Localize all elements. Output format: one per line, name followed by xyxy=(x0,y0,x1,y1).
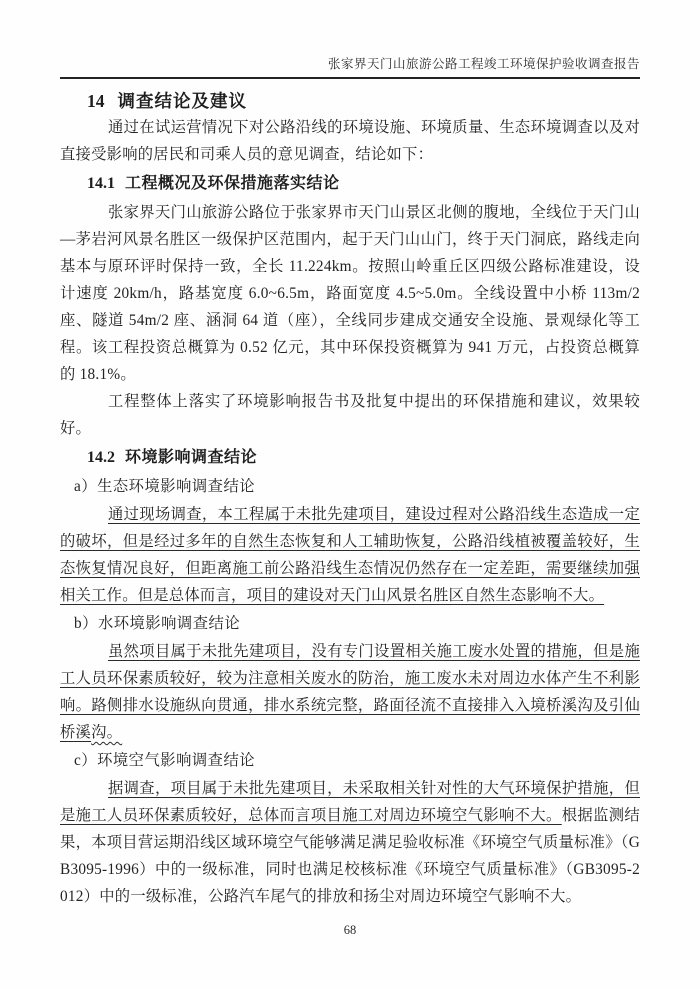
running-header-title: 张家界天门山旅游公路工程竣工环境保护验收调查报告 xyxy=(327,57,640,71)
section-number: 14.2 xyxy=(87,449,115,466)
underlined-text-segment: 虽然项目属于未批先建项目，没有专门设置相关施工废水处置的措施，但是施工人员环保素质较好，较为注意相关废水的防治，施工废水未对周边水体产生不利影响。路侧排水设施纵向贯通，排水系统完整，路面径流不直接排入入境桥溪沟及引仙桥溪 xyxy=(60,643,640,741)
section-heading-14.2 xyxy=(60,445,640,471)
text-segment: 通过在试运营情况下对公路沿线的环境设施、环境质量、生态环境调查以及对直接受影响的居民和司乘人员的意见调查，结论如下： xyxy=(60,119,640,163)
list-item-heading: c）环境空气影响调查结论 xyxy=(74,752,256,769)
underlined-text-segment: 通过现场调查，本工程属于未批先建项目，建设过程对公路沿线生态造成一定的破坏，但是经过多年的自然生态恢复和人工辅助恢复，公路沿线植被覆盖较好，生态恢复情况良好，但距离施工前公路沿线生态情况仍然存在一定差距，需要继续加强相关工作。但是总体而言，项目的建设对天门山风景名胜区自然生态影响不大。 xyxy=(60,506,640,604)
body-paragraph xyxy=(60,501,640,609)
section-number: 14.1 xyxy=(87,175,115,192)
body-paragraph xyxy=(60,199,640,388)
section-heading-14.1 xyxy=(60,171,640,197)
running-header xyxy=(60,0,640,79)
list-item-heading: b）水环境影响调查结论 xyxy=(74,615,241,632)
section-heading-14 xyxy=(60,88,640,114)
page-number: 68 xyxy=(343,923,357,937)
body-paragraph xyxy=(60,114,640,168)
body-paragraph xyxy=(60,638,640,746)
text-segment: 根据监测结果，本项目营运期沿线区域环境空气能够满足满足验收标准《环境空气质量标准》（GB3095-1996）中的一级标准，同时也满足校核标准《环境空气质量标准》（GB3095-2012）中的一级标准，公路汽车尾气的排放和扬尘对周边环境空气影响不大。 xyxy=(60,807,640,905)
text-segment: 工程整体上落实了环境影响报告书及批复中提出的环保措施和建议，效果较好。 xyxy=(60,393,640,437)
underlined-text-segment: 据调查，项目属于未批先建项目，未采取相关针对性的大气环境保护措施，但是施工人员环保素质较好，总体而言项目施工对周边环境空气影响不大。 xyxy=(60,780,640,824)
text-segment: 张家界天门山旅游公路位于张家界市天门山景区北侧的腹地，全线位于天门山—茅岩河风景名胜区一级保护区范围内，起于天门山山门，终于天门洞底，路线走向基本与原环评时保持一致，全长 11.224km。按照山岭重丘区四级公路标准建设，设计速度 20km/h，路基宽度 6.0~6.5m，路面宽度 4.5~5.0m。全线设置中小桥 113m/2 座、隧道 54m/2 座、涵洞 64 道（座），全线同步建成交通安全设施、景观绿化等工程。该工程投资总概算为 0.52 亿元，其中环保投资概算为 941 万元，占投资总概算的 18.1%。 xyxy=(60,204,640,383)
section-number: 14 xyxy=(87,91,105,111)
section-title: 调查结论及建议 xyxy=(117,91,247,111)
body-paragraph xyxy=(60,388,640,442)
section-title: 工程概况及环保措施落实结论 xyxy=(125,175,340,192)
underlined-text-segment: 沟。 xyxy=(91,724,123,741)
body-paragraph xyxy=(60,775,640,910)
section-title: 环境影响调查结论 xyxy=(125,449,258,466)
document-body xyxy=(60,88,640,910)
list-item-heading: a）生态环境影响调查结论 xyxy=(74,478,256,495)
